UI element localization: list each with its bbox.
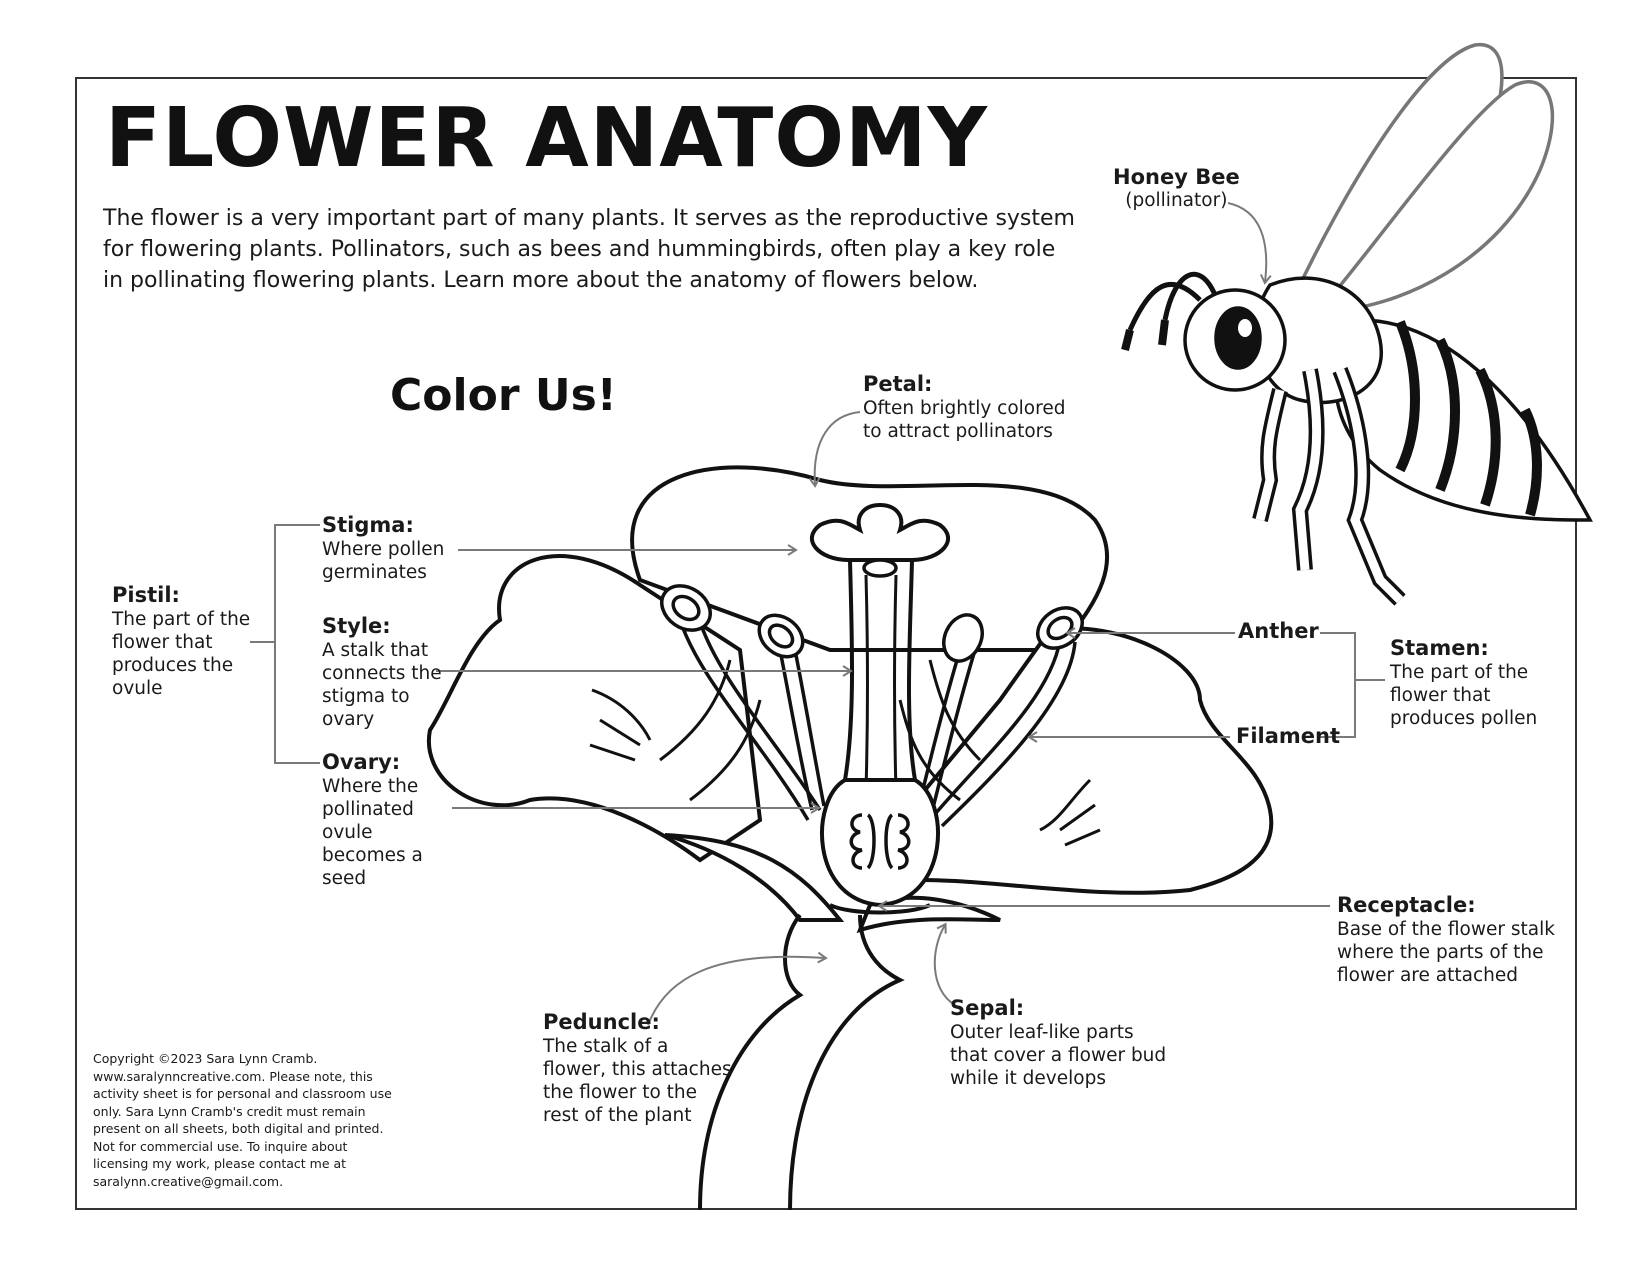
peduncle-desc-line: The stalk of a	[543, 1036, 669, 1057]
stamen-desc-line: produces pollen	[1390, 708, 1538, 729]
style-desc-line: connects the	[322, 663, 442, 684]
stamen-desc-line: The part of the	[1390, 662, 1529, 683]
copyright-line: saralynn.creative@gmail.com.	[93, 1173, 284, 1189]
sepal-desc-line: Outer leaf-like parts	[950, 1022, 1134, 1043]
ovary-label	[322, 750, 423, 890]
page-title: FLOWER ANATOMY	[105, 91, 989, 186]
stamen-desc-line: flower that	[1390, 685, 1491, 706]
ovary-desc-line: ovule	[322, 822, 373, 843]
copyright-line: present on all sheets, both digital and printed.	[93, 1121, 384, 1136]
color-us-heading: Color Us!	[390, 370, 617, 421]
receptacle-desc-line: Base of the flower stalk	[1337, 919, 1555, 940]
copyright-line: only. Sara Lynn Cramb's credit must remain	[93, 1103, 366, 1119]
copyright-line: www.saralynncreative.com. Please note, this	[93, 1068, 373, 1084]
intro-line: in pollinating flowering plants. Learn more about the anatomy of flowers below.	[103, 268, 979, 293]
style-desc-line: ovary	[322, 709, 375, 730]
ovary-desc-line: becomes a	[322, 845, 423, 866]
stigma-label	[322, 513, 444, 584]
ovary-desc-line: pollinated	[322, 799, 414, 820]
bee-label	[1113, 166, 1240, 212]
style-desc-line: stigma to	[322, 686, 410, 707]
pistil-desc-line: flower that	[112, 632, 213, 653]
receptacle-desc-line: flower are attached	[1337, 965, 1518, 986]
peduncle-label	[543, 1010, 732, 1127]
style-desc-line: A stalk that	[322, 640, 429, 661]
intro-line: The flower is a very important part of many plants. It serves as the reproductive system	[103, 206, 1075, 231]
peduncle-desc-line: rest of the plant	[543, 1105, 692, 1126]
peduncle-heading: Peduncle:	[543, 1010, 660, 1034]
sepal-label	[950, 996, 1166, 1090]
copyright-line: Copyright ©2023 Sara Lynn Cramb.	[93, 1051, 318, 1066]
stigma-desc-line: Where pollen	[322, 539, 445, 560]
intro-line: for flowering plants. Pollinators, such as bees and hummingbirds, often play a key role	[103, 237, 1056, 262]
receptacle-desc-line: where the parts of the	[1337, 942, 1544, 963]
pistil-label	[112, 583, 250, 700]
peduncle-desc-line: the flower to the	[543, 1082, 698, 1103]
stamen-heading: Stamen:	[1390, 636, 1489, 660]
sepal-heading: Sepal:	[950, 996, 1025, 1020]
style-label	[322, 614, 442, 731]
petal-label	[863, 372, 1065, 443]
peduncle-desc-line: flower, this attaches	[543, 1059, 732, 1080]
pistil-desc-line: The part of the	[112, 609, 251, 630]
sepal-desc-line: that cover a flower bud	[950, 1045, 1167, 1066]
sepal-desc-line: while it develops	[950, 1068, 1106, 1089]
petal-desc-line: Often brightly colored	[863, 398, 1066, 419]
pistil-desc-line: ovule	[112, 678, 163, 699]
receptacle-label	[1337, 893, 1555, 987]
copyright-line: Not for commercial use. To inquire about	[93, 1138, 348, 1154]
stamen-label	[1390, 636, 1537, 730]
copyright-line: activity sheet is for personal and classroom use	[93, 1086, 392, 1101]
bee-eye	[1216, 308, 1260, 368]
pistil-heading: Pistil:	[112, 583, 180, 607]
ovary-desc-line: Where the	[322, 776, 419, 797]
anther-label: Anther	[1238, 619, 1319, 643]
copyright-line: licensing my work, please contact me at	[93, 1156, 347, 1171]
ovary-heading: Ovary:	[322, 750, 401, 774]
honey-bee-illustration	[1125, 45, 1590, 600]
stigma-desc-line: germinates	[322, 562, 427, 583]
stigma-heading: Stigma:	[322, 513, 414, 537]
filament-label: Filament	[1236, 724, 1341, 748]
intro-paragraph	[103, 203, 1075, 296]
receptacle-heading: Receptacle:	[1337, 893, 1476, 917]
bee-role: (pollinator)	[1125, 190, 1228, 211]
copyright-notice	[93, 1050, 403, 1190]
ovary	[822, 780, 938, 905]
ovary-desc-line: seed	[322, 868, 367, 889]
bee-name: Honey Bee	[1113, 165, 1240, 189]
petal-heading: Petal:	[863, 372, 933, 396]
pistil-desc-line: produces the	[112, 655, 234, 676]
style-heading: Style:	[322, 614, 391, 638]
petal-desc-line: to attract pollinators	[863, 421, 1053, 442]
